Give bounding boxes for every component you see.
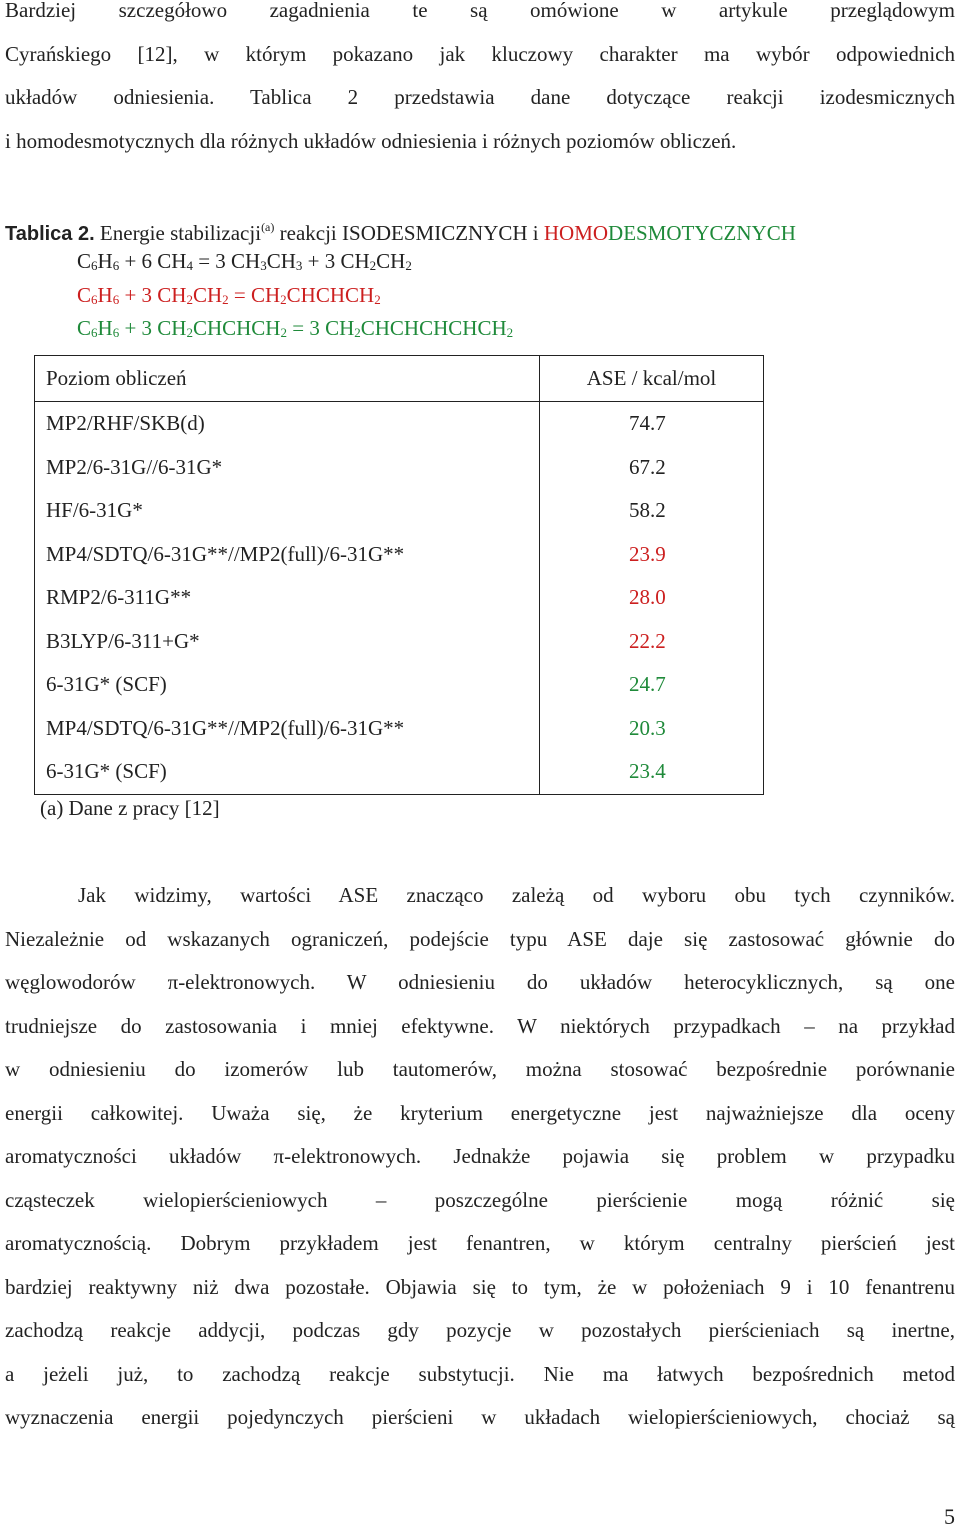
level-cell: B3LYP/6-311+G* — [35, 620, 540, 664]
body-line: Niezależnie od wskazanych ograniczeń, podejście typu ASE daje się zastosować głównie do — [5, 926, 955, 951]
eq-part: CH — [266, 249, 296, 273]
eq-sub: 2 — [280, 325, 287, 340]
caption-text-2: reakcji ISODESMICZNYCH i — [274, 221, 544, 245]
table-row — [35, 402, 764, 446]
eq-sub: 6 — [112, 292, 120, 307]
table-row — [35, 707, 764, 751]
table-row — [35, 620, 764, 664]
equation-homodesmotic-1 — [77, 279, 381, 316]
table-row — [35, 446, 764, 490]
eq-part: + 3 CH — [302, 249, 370, 273]
eq-sub: 2 — [280, 292, 287, 307]
eq-part: H — [97, 249, 113, 273]
body-line: a jeżeli już, to zachodzą reakcje substytucji. Nie ma łatwych bezpośrednich metod — [5, 1361, 955, 1386]
eq-part: H — [97, 283, 113, 307]
level-cell: MP2/6-31G//6-31G* — [35, 446, 540, 490]
eq-part: H — [97, 316, 113, 340]
level-cell: MP4/SDTQ/6-31G**//MP2(full)/6-31G** — [35, 533, 540, 577]
eq-part: + 3 CH — [119, 283, 187, 307]
eq-part: CHCHCH — [286, 283, 375, 307]
body-line: bardziej reaktywny niż dwa pozostałe. Objawia się to tym, że w położeniach 9 i 10 fenantrenu — [5, 1274, 955, 1299]
eq-part: CH — [376, 249, 406, 273]
level-cell: MP4/SDTQ/6-31G**//MP2(full)/6-31G** — [35, 707, 540, 751]
ase-cell: 67.2 — [540, 446, 764, 490]
ase-cell: 28.0 — [540, 576, 764, 620]
intro-line: Cyrańskiego [12], w którym pokazano jak kluczowy charakter ma wybór odpowiednich — [5, 41, 955, 66]
body-line: wyznaczenia energii pojedynczych pierścieni w układach wielopierścieniowych, chociaż są — [5, 1405, 955, 1429]
eq-sub: 6 — [91, 325, 98, 340]
ase-cell: 23.4 — [540, 750, 764, 794]
table-row — [35, 489, 764, 533]
eq-sub: 2 — [374, 292, 381, 307]
ase-cell: 23.9 — [540, 533, 764, 577]
ase-table — [34, 355, 764, 795]
level-cell: MP2/RHF/SKB(d) — [35, 402, 540, 446]
body-line: Jak widzimy, wartości ASE znacząco zależą od wyboru obu tych czynników. — [78, 883, 955, 907]
eq-part: CHCHCHCHCH — [360, 316, 507, 340]
eq-sub: 3 — [295, 258, 303, 273]
table-row — [35, 533, 764, 577]
body-line: cząsteczek wielopierścieniowych – poszczególne pierścienie mogą różnić się — [5, 1187, 955, 1212]
ase-cell: 20.3 — [540, 707, 764, 751]
eq-part: CHCHCH — [192, 316, 281, 340]
eq-part: C — [77, 249, 92, 273]
caption-note-mark: (a) — [261, 220, 275, 234]
body-line: aromatyczności układów π-elektronowych. Jednakże pojawia się problem w przypadku — [5, 1144, 955, 1168]
level-cell: 6-31G* (SCF) — [35, 750, 540, 794]
eq-part: C — [77, 316, 92, 340]
body-line: aromatycznością. Dobrym przykładem jest fenantren, w którym centralny pierścień jest — [5, 1231, 955, 1255]
intro-paragraph — [5, 0, 955, 163]
level-cell: HF/6-31G* — [35, 489, 540, 533]
equation-isodesmic — [77, 245, 412, 282]
eq-part: = CH — [228, 283, 281, 307]
equation-homodesmotic-2 — [77, 312, 513, 349]
body-line: w odniesieniu do izomerów lub tautomerów, można stosować bezpośrednie porównanie — [5, 1057, 955, 1081]
eq-sub: 6 — [91, 258, 98, 273]
eq-part: = 3 CH — [192, 249, 261, 273]
level-cell: 6-31G* (SCF) — [35, 663, 540, 707]
ase-cell: 58.2 — [540, 489, 764, 533]
eq-part: CH — [192, 283, 223, 307]
eq-sub: 6 — [112, 325, 120, 340]
caption-text: Energie stabilizacji — [94, 221, 262, 245]
eq-sub: 6 — [91, 292, 98, 307]
level-cell: RMP2/6-311G** — [35, 576, 540, 620]
eq-sub: 3 — [260, 258, 267, 273]
ase-cell: 22.2 — [540, 620, 764, 664]
eq-part: C — [77, 283, 92, 307]
header-level: Poziom obliczeń — [35, 356, 540, 402]
body-line: energii całkowitej. Uważa się, że kryterium energetyczne jest najważniejsze dla oceny — [5, 1100, 955, 1125]
body-line: trudniejsze do zastosowania i mniej efektywne. W niektórych przypadkach – na przykład — [5, 1013, 955, 1038]
eq-sub: 2 — [506, 325, 514, 340]
eq-sub: 2 — [405, 258, 412, 273]
table-header-row — [35, 356, 764, 402]
table-row — [35, 576, 764, 620]
ase-cell: 74.7 — [540, 402, 764, 446]
header-ase: ASE / kcal/mol — [540, 356, 764, 402]
body-line: zachodzą reakcje addycji, podczas gdy pozycje w pozostałych pierścieniach są inertne, — [5, 1318, 955, 1342]
table-label: Tablica 2. — [5, 223, 95, 245]
eq-sub: 2 — [369, 258, 377, 273]
intro-line: układów odniesienia. Tablica 2 przedstawia dane dotyczące reakcji izodesmicznych — [5, 85, 955, 109]
eq-sub: 4 — [186, 258, 193, 273]
caption-homo-red: HOMO — [543, 221, 609, 245]
eq-sub: 6 — [112, 258, 120, 273]
eq-sub: 2 — [186, 325, 193, 340]
page-number: 5 — [944, 1504, 955, 1529]
intro-line: i homodesmotycznych dla różnych układów odniesienia i różnych poziomów obliczeń. — [5, 128, 737, 153]
eq-part: + 3 CH — [119, 316, 187, 340]
caption-homo-green: DESMOTYCZNYCH — [608, 221, 796, 245]
eq-sub: 2 — [354, 325, 361, 340]
intro-line: Bardziej szczegółowo zagadnienia te są omówione w artykule przeglądowym — [5, 0, 955, 22]
eq-part: + 6 CH — [119, 249, 187, 273]
eq-sub: 2 — [186, 292, 193, 307]
eq-sub: 2 — [222, 292, 229, 307]
table-row — [35, 663, 764, 707]
eq-part: = 3 CH — [286, 316, 355, 340]
body-line: węglowodorów π-elektronowych. W odniesieniu do układów heterocyklicznych, są one — [5, 970, 955, 994]
ase-cell: 24.7 — [540, 663, 764, 707]
body-paragraph — [5, 874, 955, 1440]
table-footnote: (a) Dane z pracy [12] — [40, 796, 220, 820]
